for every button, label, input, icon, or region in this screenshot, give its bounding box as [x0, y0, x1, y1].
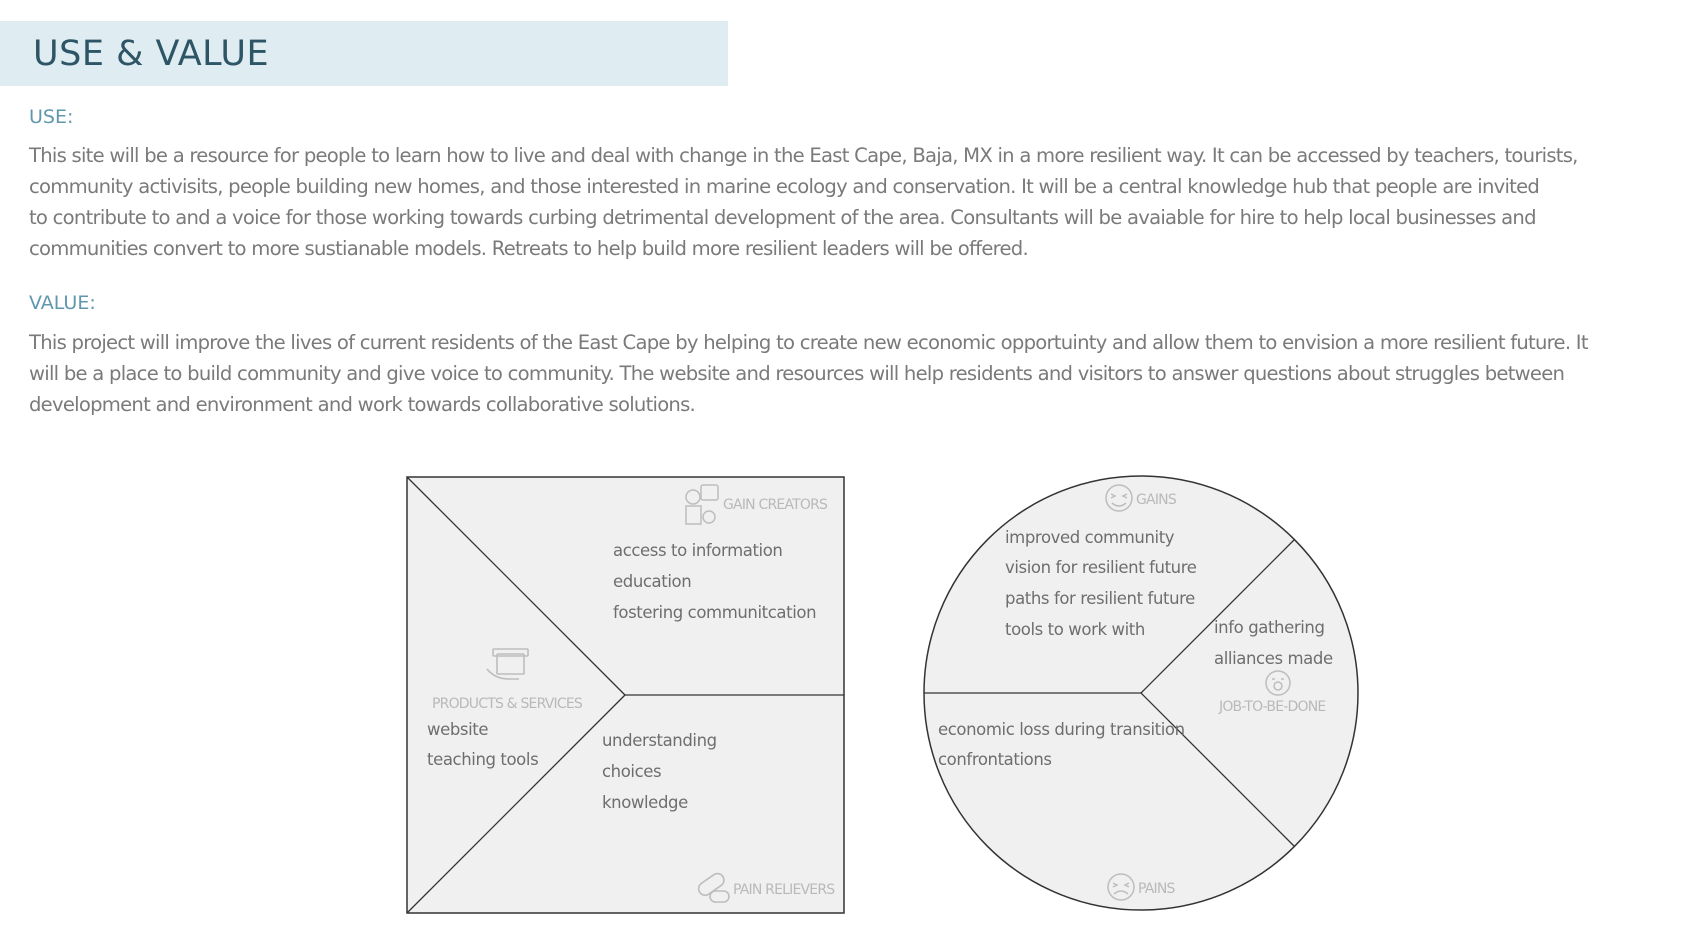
gains-heading: GAINS	[1136, 492, 1176, 508]
gain-item: paths for resilient future	[1005, 589, 1195, 608]
product-item: website	[427, 720, 489, 739]
pain-item: economic loss during transition	[938, 720, 1185, 739]
gain-creators-heading: GAIN CREATORS	[723, 497, 828, 513]
use-label: USE:	[29, 106, 74, 128]
pain-reliever-item: knowledge	[602, 793, 688, 812]
gain-creator-item: access to information	[613, 541, 783, 560]
page-title: USE & VALUE	[33, 34, 270, 74]
use-line: communities convert to more sustianable models. Retreats to help build more resilient leaders will be offered.	[29, 237, 1028, 260]
pain-reliever-item: choices	[602, 762, 662, 781]
pain-reliever-item: understanding	[602, 731, 717, 750]
job-item: info gathering	[1214, 618, 1325, 637]
value-label: VALUE:	[29, 292, 96, 314]
value-line: development and environment and work towards collaborative solutions.	[29, 393, 696, 416]
use-line: community activisits, people building new homes, and those interested in marine ecology and conservation. It will be a central knowledge hub that people are invited	[29, 175, 1540, 198]
value-map	[407, 477, 844, 913]
pain-item: confrontations	[938, 750, 1052, 769]
jobs-heading: JOB-TO-BE-DONE	[1219, 699, 1326, 715]
pain-relievers-heading: PAIN RELIEVERS	[733, 882, 835, 898]
use-line: to contribute to and a voice for those working towards curbing detrimental development of the area. Consultants will be avaiable for hire to help local businesses and	[29, 206, 1536, 229]
value-line: This project will improve the lives of current residents of the East Cape by helping to create new economic opportuinty and allow them to envision a more resilient future. It	[29, 331, 1588, 354]
product-item: teaching tools	[427, 750, 539, 769]
customer-profile	[924, 476, 1358, 910]
use-line: This site will be a resource for people to learn how to live and deal with change in the East Cape, Baja, MX in a more resilient way. It can be accessed by teachers, tourists,	[29, 144, 1578, 167]
gain-item: vision for resilient future	[1005, 558, 1197, 577]
gain-item: improved community	[1005, 528, 1175, 547]
gain-creator-item: fostering communitcation	[613, 603, 817, 622]
pains-heading: PAINS	[1138, 881, 1175, 897]
job-item: alliances made	[1214, 649, 1333, 668]
gain-item: tools to work with	[1005, 620, 1145, 639]
value-line: will be a place to build community and give voice to community. The website and resources will help residents and visitors to answer questions about struggles between	[29, 362, 1565, 385]
gain-creator-item: education	[613, 572, 692, 591]
products-services-heading: PRODUCTS & SERVICES	[432, 696, 582, 712]
